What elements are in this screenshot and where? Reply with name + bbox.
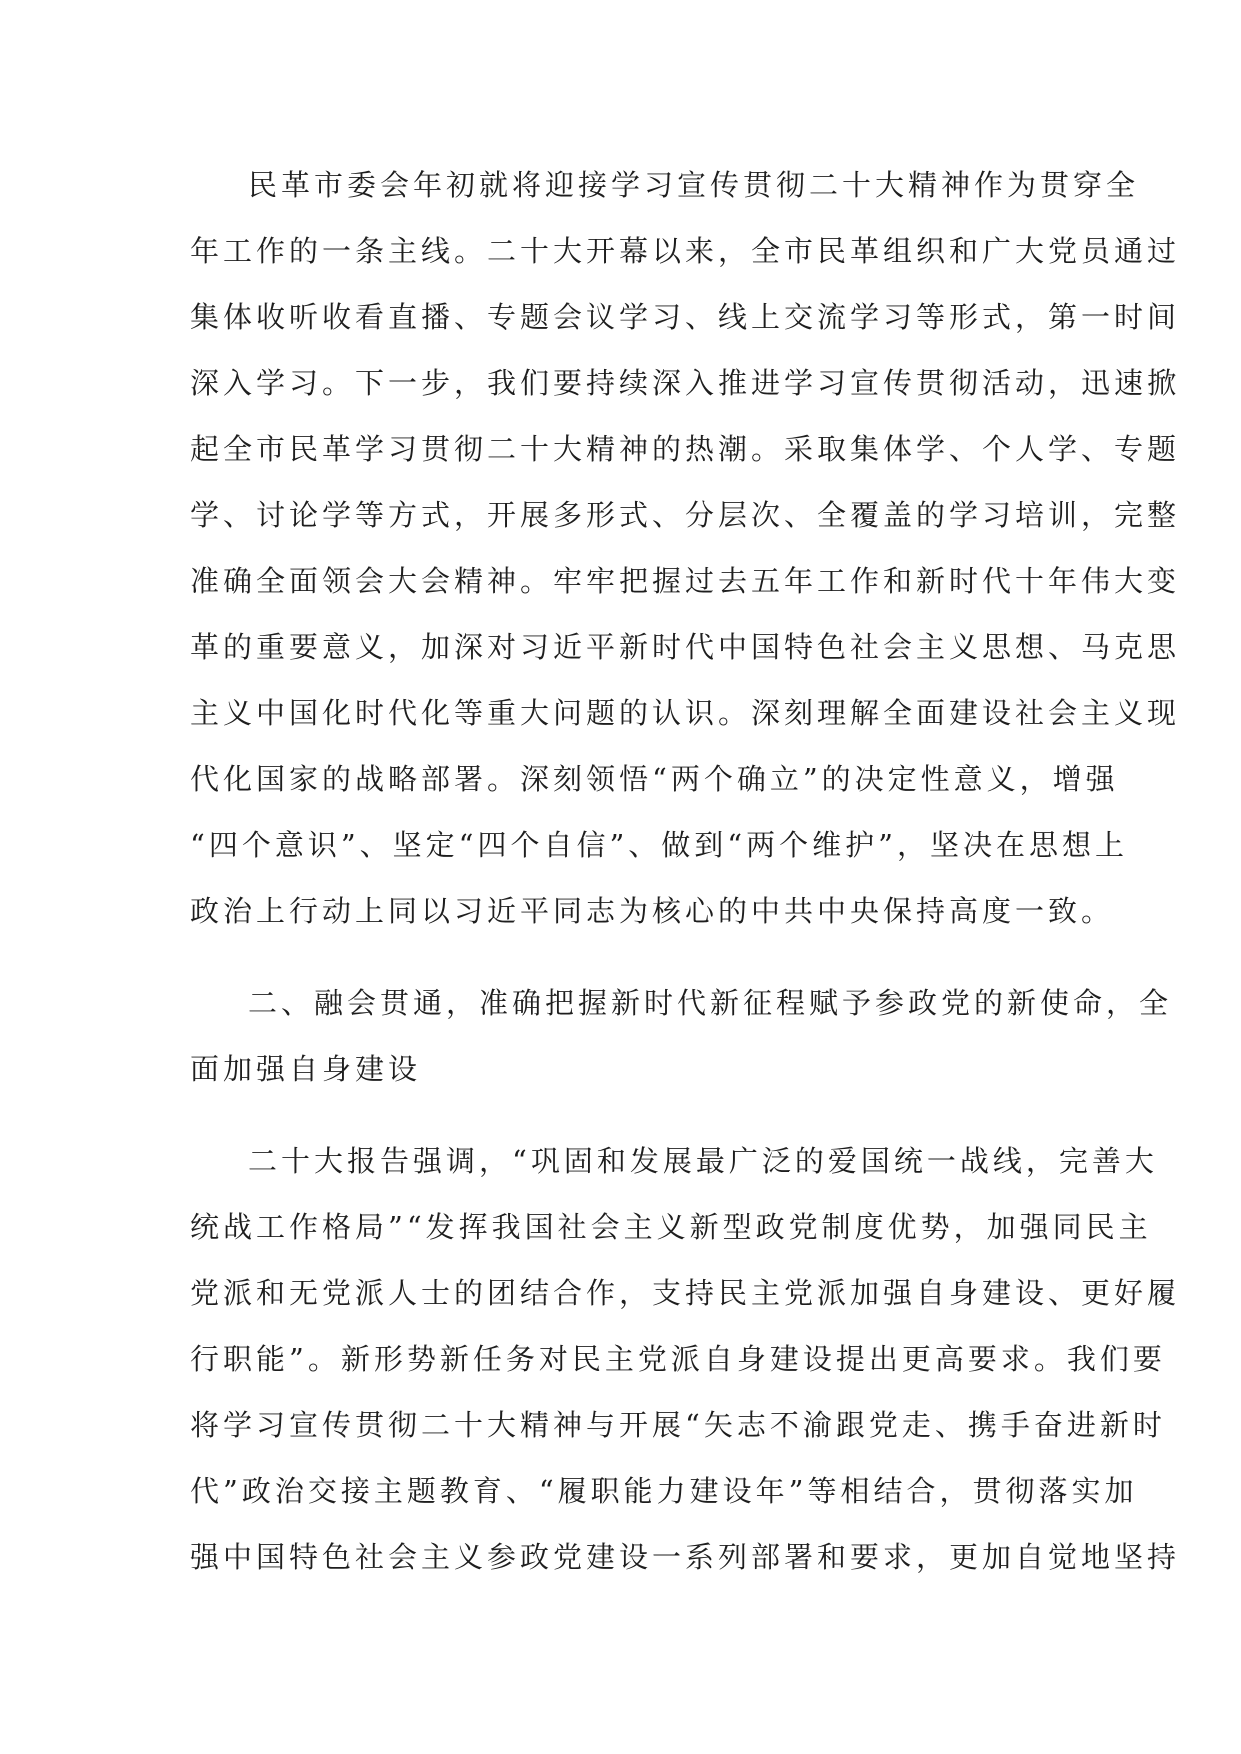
heading-line: 面加强自身建设 — [190, 1052, 422, 1086]
text-line: 党派和无党派人士的团结合作，支持民主党派加强自身建设、更好履 — [190, 1276, 1181, 1310]
text-line: 代”政治交接主题教育、“履职能力建设年”等相结合，贯彻落实加 — [190, 1474, 1138, 1508]
paragraph-spacer — [190, 1102, 1050, 1128]
text-line: 准确全面领会大会精神。牢牢把握过去五年工作和新时代十年伟大变 — [190, 564, 1181, 598]
document-body — [190, 152, 1181, 1590]
text-line: 革的重要意义，加深对习近平新时代中国特色社会主义思想、马克思 — [190, 630, 1181, 664]
text-line: 将学习宣传贯彻二十大精神与开展“矢志不渝跟党走、携手奋进新时 — [190, 1408, 1166, 1442]
text-line: 年工作的一条主线。二十大开幕以来，全市民革组织和广大党员通过 — [190, 234, 1181, 268]
text-line: 政治上行动上同以习近平同志为核心的中共中央保持高度一致。 — [190, 894, 1115, 928]
section-heading-2 — [190, 970, 1173, 1102]
text-line: 起全市民革学习贯彻二十大精神的热潮。采取集体学、个人学、专题 — [190, 432, 1181, 466]
text-line: 代化国家的战略部署。深刻领悟“两个确立”的决定性意义，增强 — [190, 762, 1119, 796]
paragraph-spacer — [190, 944, 1050, 970]
text-line: 学、讨论学等方式，开展多形式、分层次、全覆盖的学习培训，完整 — [190, 498, 1181, 532]
text-line: 强中国特色社会主义参政党建设一系列部署和要求，更加自觉地坚持 — [190, 1540, 1181, 1574]
text-line: 统战工作格局”“发挥我国社会主义新型政党制度优势，加强同民主 — [190, 1210, 1152, 1244]
text-line: 深入学习。下一步，我们要持续深入推进学习宣传贯彻活动，迅速掀 — [190, 366, 1181, 400]
text-line: 二十大报告强调，“巩固和发展最广泛的爱国统一战线，完善大 — [248, 1144, 1158, 1178]
text-line: 行职能”。新形势新任务对民主党派自身建设提出更高要求。我们要 — [190, 1342, 1166, 1376]
paragraph-2 — [190, 1128, 1181, 1590]
paragraph-1 — [190, 152, 1181, 944]
text-line: “四个意识”、坚定“四个自信”、做到“两个维护”，坚决在思想上 — [190, 828, 1128, 862]
text-line: 主义中国化时代化等重大问题的认识。深刻理解全面建设社会主义现 — [190, 696, 1181, 730]
text-line: 民革市委会年初就将迎接学习宣传贯彻二十大精神作为贯穿全 — [248, 168, 1140, 202]
text-line: 集体收听收看直播、专题会议学习、线上交流学习等形式，第一时间 — [190, 300, 1181, 334]
heading-line: 二、融会贯通，准确把握新时代新征程赋予参政党的新使命，全 — [248, 986, 1173, 1020]
